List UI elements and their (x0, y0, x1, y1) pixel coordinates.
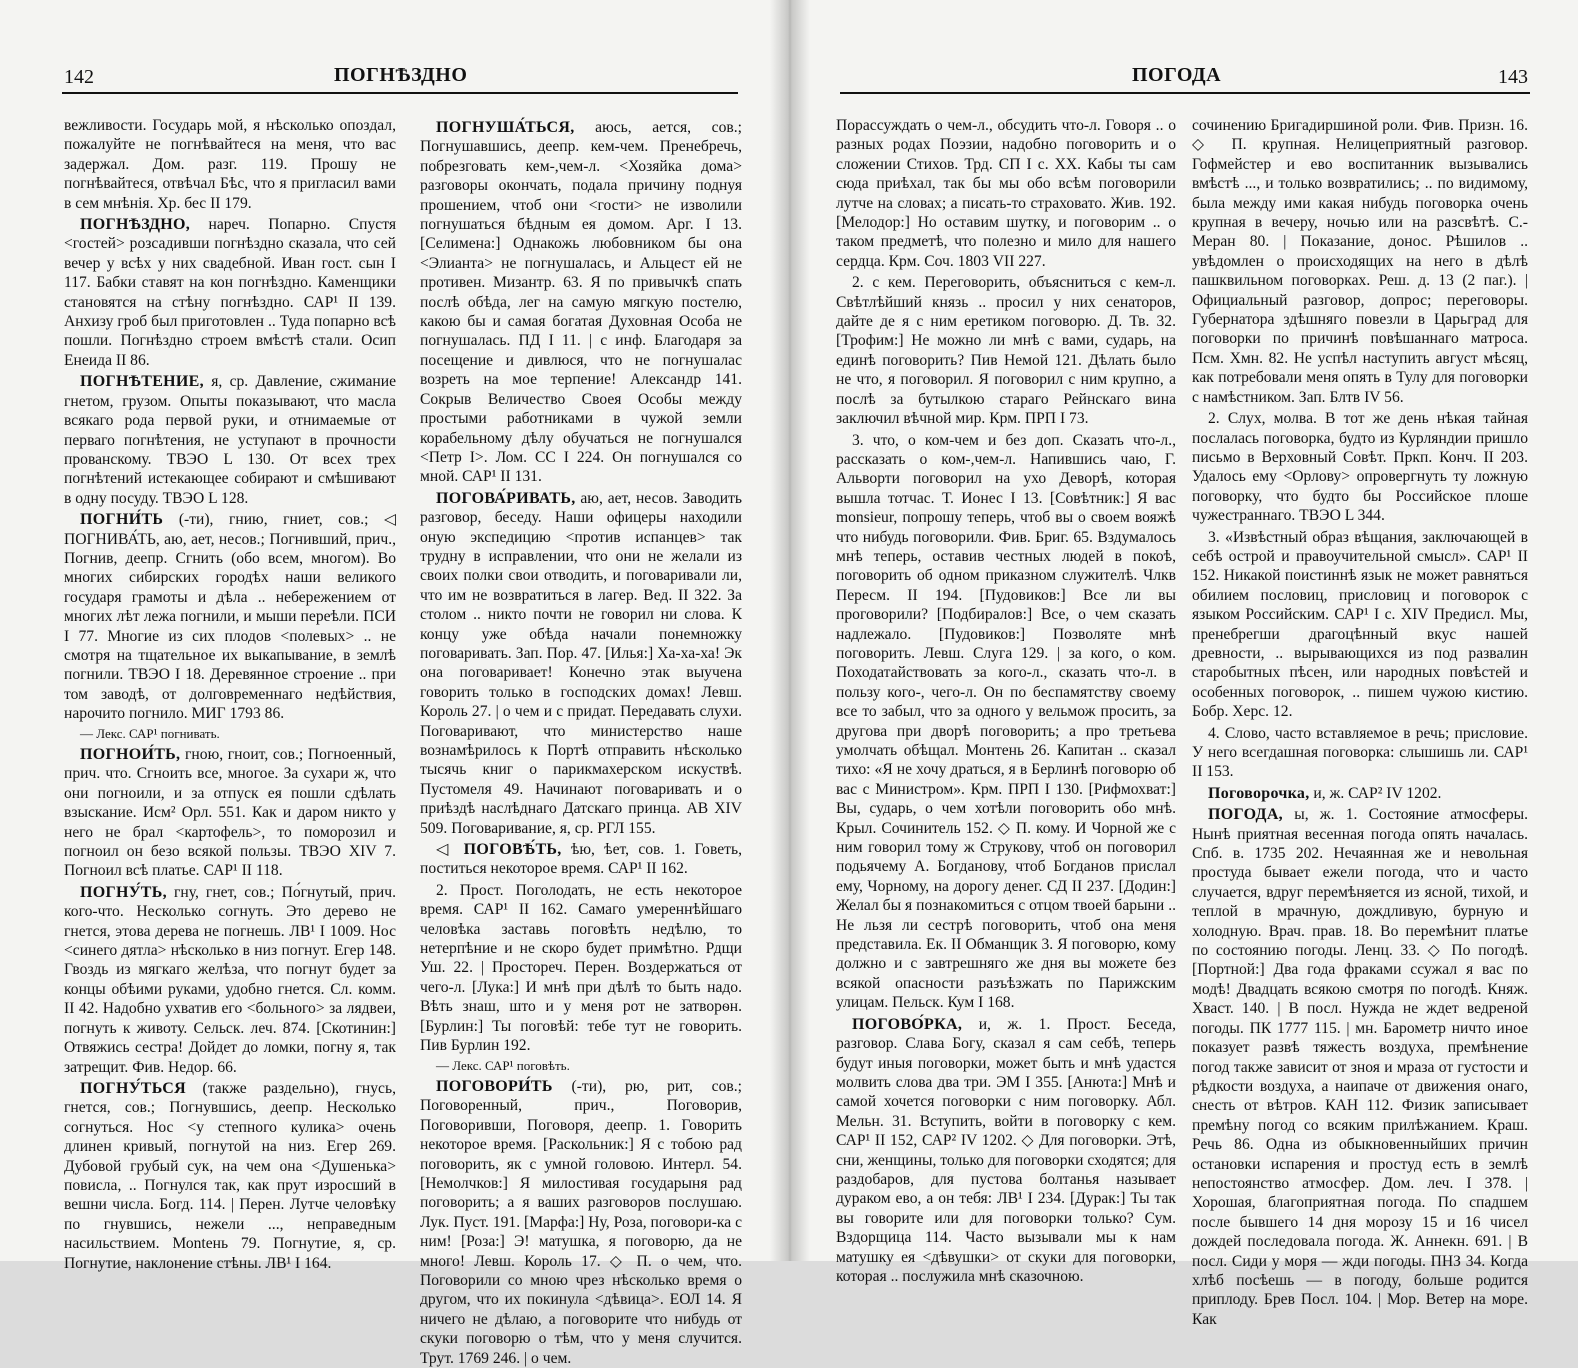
entry-text (1192, 724, 1528, 782)
left-page-header (62, 62, 738, 92)
entry-body: 3. «Извѣстный образ вѣщания, заключающей в себѣ острой и правоучительной смысл». САР¹ II 152. Никакой поистиннѣ язык не может равняться обилием пословиц, присловиц и поговорок с языком Российским. САР¹ I с. XIV Предисл. Мы, пренебрегши драгоцѣнный вкус нашей древности, .. вырывающихся из под развалин старобытных пѣсен, или народных повѣстей и особенных поговорок, .. пишем чужою кистию. Бобр. Херс. 12. (1192, 528, 1528, 721)
right-column-1 (836, 116, 1176, 1285)
entry-text (1192, 116, 1528, 407)
entry-body: 4. Слово, часто вставляемое в речь; присловие. У него всегдашная поговорка: слышишь ли. САР¹ II 153. (1192, 724, 1528, 781)
dictionary-entry (420, 1077, 742, 1368)
left-column-1 (64, 116, 396, 1272)
right-page (810, 0, 1578, 1328)
entry-body: 2. Слух, молва. В тот же день нѣкая тайная послалась поговорка, будто из Курляндии пришло письмо в Верховный Совѣт. Пркп. Конч. II 203. Удалось ему <Орлову> опровергнуть ту ложную поговорку, что будто бы Российское плоше чужестраннаго. ТВЭО L 344. (1192, 410, 1528, 525)
running-head: ПОГОДА (1132, 64, 1222, 86)
right-column-2 (1192, 116, 1528, 1328)
headword: ПОГНѢЗДНО, (80, 216, 191, 234)
headword: ◁ ПОГОВѢ́ТЬ, (436, 841, 562, 859)
entry-body: и, ж. 1. Прост. Беседа, разговор. Слава Богу, сказал я сам себѣ, теперь будут иныя поговорки, может быть и мнѣ удастся молвить слова два три. ЭМ I 355. [Анюта:] Мнѣ и самой хочется поговорки с ним поговорку. Абл. Мельн. 31. Вступить, войти в поговорку с кем. САР¹ II 152, САР² IV 1202. ◇ Для поговорки. Этѣ, сни, женщины, только для поговорки сходятся; для раздобаров, для пустова болтанья называет дураком ево, а он тебя: ЛВ¹ I 234. [Дурак:] Ты так вы говорите или для поговорки только? Сум. Вздорщица 114. Часто вызывали мы к нам матушку ея <дѣвушки> от скуки для поговорки, которая .. послужила мнѣ сказочною. (836, 1015, 1176, 1285)
entry-body: ы, ж. 1. Состояние атмосферы. Нынѣ приятная весенная погода опять началась. Спб. в. 1735 202. Нечаянная же и невольная простуда бывает ежели погода, что и часто случается, вдруг перемѣняется из ясной, тихой, и теплой в мрачную, дождливую, бурную и холодную. Врач. прав. 18. Во перемѣнит платье по состоянию погоды. Ленц. 33. ◇ По погодѣ. [Портной:] Два года фраками ссужал я вас по модѣ! Двадцать всякою смотря по погодѣ. Княж. Хваст. 140. | В посл. Нужда не ждет ведреной погоды. ПК 1777 115. | мн. Барометр ничто иное показует развѣ тяжесть воздуха, премѣнение погод также зависит от зноя и мраза от густости и рѣдкости воздуха, а наипаче от движения онаго, снесть от вѣтров. КАН 112. Физик записывает премѣну погод со всяким прилѣжанием. Краш. Речь 86. Одна из обыкновенныйших причин остановки испарения и простуд есть в землѣ непостоянство атмосфер. Дом. леч. I 378. | Хорошая, благоприятная погода. По спадшем после бывшего 14 дня морозу 15 и 16 чисел дождей последовала погода. Ж. Аннекн. 691. | В посл. Сиди у моря — жди погоды. ПНЗ 34. Когда хлѣб посѣешь — в погоду, больше родится приплоду. Брев Посл. 104. | Мор. Ветер на море. Как (1192, 806, 1528, 1328)
entry-body: Порассуждать о чем-л., обсудить что-л. Говоря .. о разных родах Поэзии, надобно поговорить и о сложении Стихов. Трд. СП I с. XX. Кабы ты сам сюда приѣхал, так бы мы обо всѣм поговорили лутче на словах; а писать-то страховато. Жив. 192. [Мелодор:] Но оставим шутку, и поговорим .. о таком предметѣ, что полезно и мило для нашего сердца. Крм. Соч. 1803 VII 227. (836, 117, 1176, 270)
left-page (0, 0, 770, 1367)
headword: ПОГНУ́ТЬ, (80, 883, 167, 901)
dictionary-entry (420, 118, 742, 487)
entry-text (836, 431, 1176, 1013)
cross-reference (420, 1056, 742, 1075)
headword: ПОГОВА́РИВАТЬ, (436, 489, 576, 507)
entry-body: 2. Прост. Поголодать, не есть некоторое время. САР¹ II 162. Самаго умереннѣйшаго человѣка заставь поговѣть недѣлю, то нетерпѣние и не скоро будет примѣтно. Рдщи Уш. 22. | Простореч. Перен. Воздержаться от чего-л. [Лука:] И мнѣ при дѣлѣ то быть надо. Вѣть знаш, што и у меня рот не затворѳн. [Бурлин:] Ты поговѣй: тебе тут не говорить. Пив Бурлин 192. (420, 881, 742, 1055)
entry-body: (-ти), рю, рит, сов.; Поговоренный, прич., Поговорив, Поговоривши, Поговоря, деепр. 1. Говорить некоторое время. [Раскольник:] Я с тобою рад поговорить, як с умной головою. Интерл. 54. [Немолчков:] Я милостивая государыня рад поговорить; а я ваших разговоров послушаю. Лук. Пуст. 191. [Марфа:] Ну, Роза, поговори-ка с ним! [Роза:] Э! матушка, я поговорю, да не много! Левш. Король 17. ◇ П. о чем, что. Поговорили со мною чрез нѣсколько время о другом, что их покинула <дѣвица>. ЕОЛ 14. Я ничего не дѣлаю, а поговорите что нибудь от скуки поговорю о тѣм, что у меня случится. Трут. 1769 246. | о чем. (420, 1077, 742, 1367)
entry-text (836, 116, 1176, 271)
entry-body: ѣю, ѣет, сов. 1. Говеть, поститься некоторое время. САР¹ II 162. (420, 841, 742, 878)
dictionary-entry (64, 1079, 396, 1273)
entry-body: — Лекс. САР¹ поговѣть. (436, 1057, 570, 1073)
entry-body: гну, гнет, сов.; По́гнутый, прич. кого-что. Несколько согнуть. Это дерево не гнется, этова дерева не погнешь. ЛВ¹ I 1009. Нос <синего дятла> нѣсколько в низ погнут. Егер 148. Гвоздь из мягкаго желѣза, что погнут будет за концы обѣими руками, удобно гнется. Сл. комм. II 42. Надобно ухватив его <больного> за лядвеи, погнуть к животу. Сельск. леч. 874. [Скотинин:] Отвяжись сестра! Дойдет до ломки, погну я, так затрещит. Фив. Недор. 66. (64, 883, 396, 1076)
dictionary-entry (64, 510, 396, 723)
dictionary-entry (836, 1015, 1176, 1287)
entry-body: (также раздельно), гнусь, гнется, сов.; Погнувшись, деепр. Несколько согнуться. Нос <у степного кулика> очень длинен кривый, погнутой на низ. Егер 269. Дубовой грубый сук, на чем она <Душенька> повисла, .. Погнулся так, как прут изросший в вешни числа. Богд. 114. | Перен. Лутче человѣку по гнувшись, нежели ..., неправедным насильствием. Моntень 79. Погнутие, я, ср. Погнутие, наклонение стѣны. ЛВ¹ I 164. (64, 1079, 396, 1272)
page-number: 143 (1498, 66, 1528, 88)
entry-body: (-ти), гнию, гниет, сов.; ◁ ПОГНИВА́ТЬ, аю, ает, несов.; Погнивший, прич., Погнив, деепр. Сгнить (обо всем, многом). Во многих сибирских городѣх наши великого государя грамоты и дѣла .. небережением от многих лѣт лежа погнили, и мыши переѣли. ПСИ I 77. Многие из сих плодов <полевых> .. не смотря на тщательное их выкапывание, в землѣ погнили. ТВЭО I 18. Деревянное строение .. при том заводѣ, от долговременнаго недѣйствия, нарочито погнило. МИГ 1793 86. (64, 511, 396, 723)
header-rule (840, 92, 1530, 94)
page-number: 142 (64, 66, 94, 88)
dictionary-entry (64, 883, 396, 1077)
dictionary-entry (64, 745, 396, 881)
headword: ПОГОВОРИ́ТЬ (436, 1077, 553, 1095)
dictionary-entry (1192, 784, 1528, 803)
cross-reference (64, 724, 396, 743)
headword: ПОГОВО́РКА, (852, 1015, 963, 1033)
entry-body: 3. что, о ком-чем и без доп. Сказать что-л., рассказать о ком-,чем-л. Напившись чаю, Г. Альворти поговорил на ухо Деворѣ, которая вышла тотчас. Т. Ионес I 13. [Совѣтник:] Я вас monsieur, попрошу теперь, чтоб вы о своем вояжѣ что нибудь поговорили. Фив. Бриг. 65. Вздумалось мнѣ теперь, оставив честных людей в покоѣ, поговорить об одном приказном служителѣ. Члкв Пересм. II 194. [Пудовиков:] Все ли вы проговорили? [Подбиралов:] Все, о чем сказать надлежало. [Пудовиков:] Позволяте мнѣ поговорить. Левш. Слуга 129. | за кого, о ком. Походатайствовать за кого-л., сказать что-л. в пользу кого-, чего-л. Он по беспамятству своему все то забыл, что за одного у вельмож просить, за другова при дворѣ поговорить; а про третьева умолчать обѣщал. Монтень 26. Капитан .. сказал тихо: «Я не хочу драться, я в Берлинѣ поговорю об вас с Министром». Крм. ПРП I 130. [Рифмохват:] Вы, сударь, о чем хотѣли поговорить обо мнѣ. Крыл. Сочинитель 152. ◇ П. кому. И Чорной же с ним говорил тому ж Струкову, чтоб он поговорил подьячему А. Богданову, чтоб Богданов прислал ему, Чорному, на дорогу денег. СД II 237. [Додин:] Желал бы я познакомиться с отцом твоей барыни .. Не льзя ли сестрѣ поговорить, чтоб она меня представила. Ек. II Обманщик 3. Я поговорю, кому должно и с завтрешняго же дня вы можете без всякой опасности разъѣзжать по Парижским улицам. Пельск. Кум I 168. (836, 431, 1176, 1012)
header-rule (62, 92, 738, 94)
dictionary-entry (420, 489, 742, 838)
entry-text (836, 273, 1176, 428)
headword: Поговорочка, (1208, 784, 1310, 802)
entry-body: 2. с кем. Переговорить, объясниться с кем-л. Свѣтлѣйший князь .. просил у них сенаторов, дайте де я с ним еретиком поговорю. Д. Тв. 32. [Трофим:] Не можно ли мнѣ с вами, сударь, на единѣ поговорить? Пив Немой 121. Дѣлать было не что, я поговорил. Я поговорил с ним крупно, а послѣ за бутылкою стараго Рейнскаго вина заключил вѣчной мир. Крм. ПРП I 73. (836, 274, 1176, 428)
left-column-2 (420, 116, 742, 1367)
headword: ПОГНУША́ТЬСЯ, (436, 119, 575, 136)
dictionary-entry (64, 215, 396, 370)
entry-text (420, 881, 742, 1056)
entry-text (1192, 409, 1528, 525)
headword: ПОГОДА, (1208, 806, 1283, 824)
dictionary-entry (64, 372, 396, 508)
entry-body: нареч. Попарно. Спустя <гостей> розсадивши погнѣздно сказала, что сей вечер у всѣх у них свадебной. Иван гост. сын I 117. Бабки ставят на кон погнѣздно. Каменщики становятся на стѣну погнѣздно. САР¹ II 139. Анхизу гроб был приготовлен .. Туда попарно всѣ пошли. Погнѣздно строем вмѣстѣ стали. Осип Енеида II 86. (64, 216, 396, 369)
entry-body: — Лекс. САР¹ погнивать. (80, 725, 220, 741)
headword: ПОГНИ́ТЬ (80, 511, 164, 529)
dictionary-entry (1192, 805, 1528, 1329)
headword: ПОГНОИ́ТЬ, (80, 746, 181, 763)
right-page-header (840, 62, 1530, 92)
running-head: ПОГНѢЗДНО (334, 64, 468, 86)
entry-body: вежливости. Государь мой, я нѣсколько опоздал, пожалуйте не погнѣвайтеся на меня, что вас задержал. Дом. разг. 119. Прошу не погнѣвайтеся, отвѣчал Бѣс, что я пригласил вами в сем мнѣнія. Хр. бес II 179. (64, 117, 396, 212)
entry-body: сочинению Бригадиршиной роли. Фив. Призн. 16. ◇ П. крупная. Нелицеприятный разговор. Гофмейстер и ево воспитанник вызывались вмѣстѣ ..., и только возвратились; .. по видимому, была между ими какая нибудь поговорка очень крупная в вечеру, ночью или на разсвѣтѣ. С.-Меран 80. | Показание, донос. Рѣшилов .. увѣдомлен о происходящих на него в дѣлѣ пашквильном поговорках. Реш. д. 13 (2 паг.). | Официальный разговор, допрос; переговоры. Губернатора здѣшняго повезли в Царьград для поговорки по причинѣ повѣшаннаго матроса. Псм. Хмн. 82. Не успѣл наступить август мѣсяц, как потребовали меня опять в Тулу для поговорки с намѣстником. Зап. Блтв IV 56. (1192, 117, 1528, 406)
book-gutter (770, 0, 810, 1261)
entry-body: я, ср. Давление, сжимание гнетом, грузом. Опыты показывают, что масла всякаго рода первой руки, и отнимаемые от перваго погнѣтения, не уступают в прочности прованскому. ТВЭО L 130. От всех трех погнѣтений истекающее собирают и смѣшивают в одну посуду. ТВЭО L 128. (64, 373, 396, 507)
entry-text (64, 116, 396, 213)
dictionary-entry (420, 840, 742, 879)
headword: ПОГНУ́ТЬСЯ (80, 1079, 186, 1097)
entry-body: и, ж. САР² IV 1202. (1309, 784, 1442, 802)
entry-body: гною, гноит, сов.; Погноенный, прич. что. Сгноить все, многое. За сухари ж, что они погноили, и за отпуск ея пошли сдѣлать взыскание. Исм² Орл. 551. Как и даром никто у него не брал <картофель>, то поморозил и погноил он безо всякой пользы. ТВЭО XIV 7. Погноил всѣ платье. САР¹ II 118. (64, 746, 396, 880)
entry-body: аю, ает, несов. Заводить разговор, беседу. Наши офицеры находили оную экспедицию <против испанцев> так трудну в исправлении, что они не желали из своих полки свои отводить, и поговаривали ли, что им не возвратиться в лагер. Вед. II 322. За столом .. никто почти не говорил ни слова. К концу уже обѣда начали понемножку поговаривать. Зап. Пор. 47. [Илья:] Ха-ха-ха! Эк она поговаривает! Конечно этак выучена говорить только в господских домах! Левш. Король 27. | о чем и с придат. Передавать слухи. Поговаривают, что министерство наше вознамѣрилось к Портѣ отправить нѣсколько тысячь книг о парикмахерском искуствѣ. Пустомеля 49. Начинают поговаривать и о приѣздѣ наслѣднаго Датскаго принца. АВ XIV 509. Поговаривание, я, ср. РГЛ 155. (420, 489, 742, 837)
entry-body: аюсь, ается, сов.; Погнушавшись, деепр. кем-чем. Пренебречь, побрезговать кем-,чем-л. <Хозяйка дома> разговоры окончать, подала причину поднуя прошением, чтоб они <гости> не изволили погнушаться бѣдным ея домом. Арг. I 13. [Селимена:] Однакожь любовником бы она <Элианта> не погнушалась, и Альцест ей не противен. Мизантр. 63. Я по привычкѣ спать послѣ обѣда, лег на самую мягкую постелю, какою бы и самая богатая Духовная Особа не погнушалась. ПД I 11. | с инф. Благодаря за посещение и дивлюся, что не погнушалас возреть на мое терпение! Александр 141. Сокрыв Величество Своея Особы между простыми работниками в чужой земли корабельному дѣлу обучаться не погнушался <Петр I>. Лом. СС I 224. Он погнушался со мной. САР¹ II 131. (420, 119, 742, 486)
headword: ПОГНѢТЕНИЕ, (80, 373, 204, 391)
entry-text (1192, 528, 1528, 722)
